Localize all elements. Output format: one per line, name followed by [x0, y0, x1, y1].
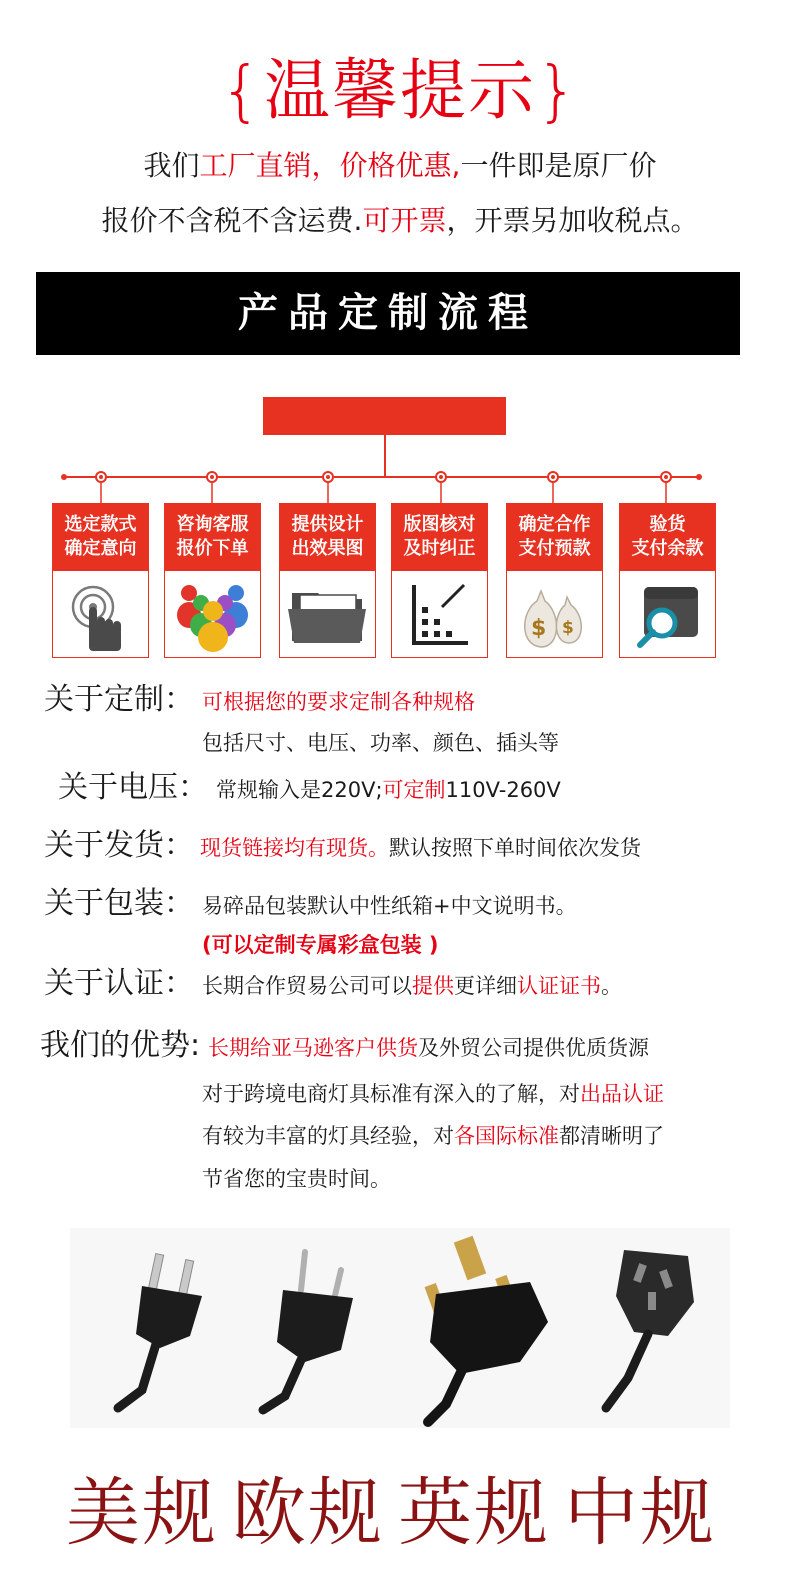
step-6-line1: 验货: [649, 514, 686, 535]
uk-plug-image: [400, 1232, 560, 1428]
notice-line-1-c: 一件即是原厂价: [460, 149, 657, 182]
advantage-line-2-red: 出品认证: [580, 1082, 664, 1106]
step-5-line2: 支付预款: [518, 538, 591, 559]
money-bags-icon: [507, 571, 602, 657]
folder-icon: [280, 571, 375, 657]
advantage-line-3-c: 都清晰明了: [559, 1124, 664, 1148]
label-advantage: 我们的优势:: [40, 1028, 201, 1063]
label-cert: 关于认证：: [44, 966, 194, 1001]
step-5-title: [507, 504, 602, 571]
process-step-4: [391, 503, 488, 658]
step-3-line1: 提供设计: [291, 514, 364, 535]
step-2-title: [165, 504, 260, 571]
us-plug-image: [90, 1240, 230, 1420]
svg-text:$: $: [531, 616, 547, 641]
voltage-text-b: 可定制: [382, 778, 446, 802]
step-2-line1: 咨询客服: [176, 514, 249, 535]
step-5-line1: 确定合作: [518, 514, 591, 535]
process-step-1: [52, 503, 149, 658]
cn-plug-image: [576, 1232, 716, 1422]
process-step-3: [279, 503, 376, 658]
voltage-text: [216, 775, 561, 805]
voltage-text-c: 110V-260V: [445, 778, 561, 802]
advantage-line-3-b: 各国际标准: [454, 1124, 559, 1148]
process-top-box: [263, 397, 506, 435]
notice-line-1-a: 我们: [143, 149, 200, 182]
cert-text: [202, 971, 622, 1001]
shipping-text-black: 默认按照下单时间依次发货: [389, 836, 641, 860]
notice-line-1-b: 工厂直销，价格优惠,: [199, 149, 461, 182]
process-flow-diagram: [0, 390, 800, 505]
touch-hand-icon: [53, 571, 148, 657]
advantage-line-2: [202, 1079, 664, 1109]
notice-line-2: [0, 201, 800, 241]
process-step-5: [506, 503, 603, 658]
cert-text-c: 更详细: [454, 974, 517, 998]
notice-line-2-a: 报价不含税不含运费.: [101, 204, 363, 237]
cert-text-e: 。: [601, 974, 622, 998]
packing-text-line1: 易碎品包装默认中性纸箱+中文说明书。: [202, 894, 577, 918]
advantage-line-1-red: 长期给亚马逊客户供货: [208, 1036, 418, 1060]
label-packing: 关于包装：: [44, 886, 194, 921]
svg-text:$: $: [562, 618, 574, 638]
rail-end-dot: [696, 474, 702, 480]
plug-label-eu: 欧规: [232, 1470, 384, 1556]
process-step-6: [619, 503, 716, 658]
plug-label-cn: 中规: [564, 1470, 716, 1556]
step-4-line1: 版图核对: [403, 514, 476, 535]
advantage-line-3: [202, 1121, 664, 1151]
label-shipping: 关于发货：: [44, 828, 194, 863]
custom-text-red: 可根据您的要求定制各种规格: [202, 690, 475, 714]
eu-plug-image: [245, 1240, 375, 1420]
shipping-text-red: 现货链接均有现货。: [200, 836, 389, 860]
box-search-icon: [620, 571, 715, 657]
notice-title: {温馨提示}: [220, 52, 580, 129]
custom-text-line2: 包括尺寸、电压、功率、颜色、插头等: [202, 731, 559, 755]
step-2-line2: 报价下单: [176, 538, 249, 559]
step-4-line2: 及时纠正: [403, 538, 476, 559]
step-6-line2: 支付余款: [631, 538, 704, 559]
label-voltage: 关于电压：: [58, 770, 208, 805]
chart-edit-icon: [392, 571, 487, 657]
advantage-line-1: [208, 1033, 649, 1063]
cert-text-b: 提供: [412, 974, 454, 998]
step-1-line1: 选定款式: [64, 514, 137, 535]
advantage-line-2-black: 对于跨境电商灯具标准有深入的了解，对: [202, 1082, 580, 1106]
notice-line-2-c: ，开票另加收税点。: [446, 204, 699, 237]
rail-end-dot: [61, 474, 67, 480]
advantage-line-3-a: 有较为丰富的灯具经验，对: [202, 1124, 454, 1148]
label-custom: 关于定制：: [44, 682, 194, 717]
step-4-title: [392, 504, 487, 571]
people-group-icon: [165, 571, 260, 657]
step-1-title: [53, 504, 148, 571]
voltage-text-a: 常规输入是220V;: [216, 778, 383, 802]
packing-text-line2: (可以定制专属彩盒包装 ): [202, 933, 439, 957]
notice-line-1: [0, 146, 800, 186]
advantage-line-1-black: 及外贸公司提供优质货源: [418, 1036, 649, 1060]
process-banner: 产品定制流程: [36, 272, 740, 355]
advantage-line-4: 节省您的宝贵时间。: [202, 1167, 391, 1191]
cert-text-a: 长期合作贸易公司可以: [202, 974, 412, 998]
notice-line-2-b: 可开票: [362, 204, 447, 237]
step-3-title: [280, 504, 375, 571]
plug-label-us: 美规: [66, 1470, 218, 1556]
shipping-text: [200, 833, 641, 863]
cert-text-d: 认证证书: [517, 974, 601, 998]
step-3-line2: 出效果图: [291, 538, 364, 559]
process-step-2: [164, 503, 261, 658]
step-1-line2: 确定意向: [64, 538, 137, 559]
step-6-title: [620, 504, 715, 571]
plug-label-uk: 英规: [398, 1470, 550, 1556]
